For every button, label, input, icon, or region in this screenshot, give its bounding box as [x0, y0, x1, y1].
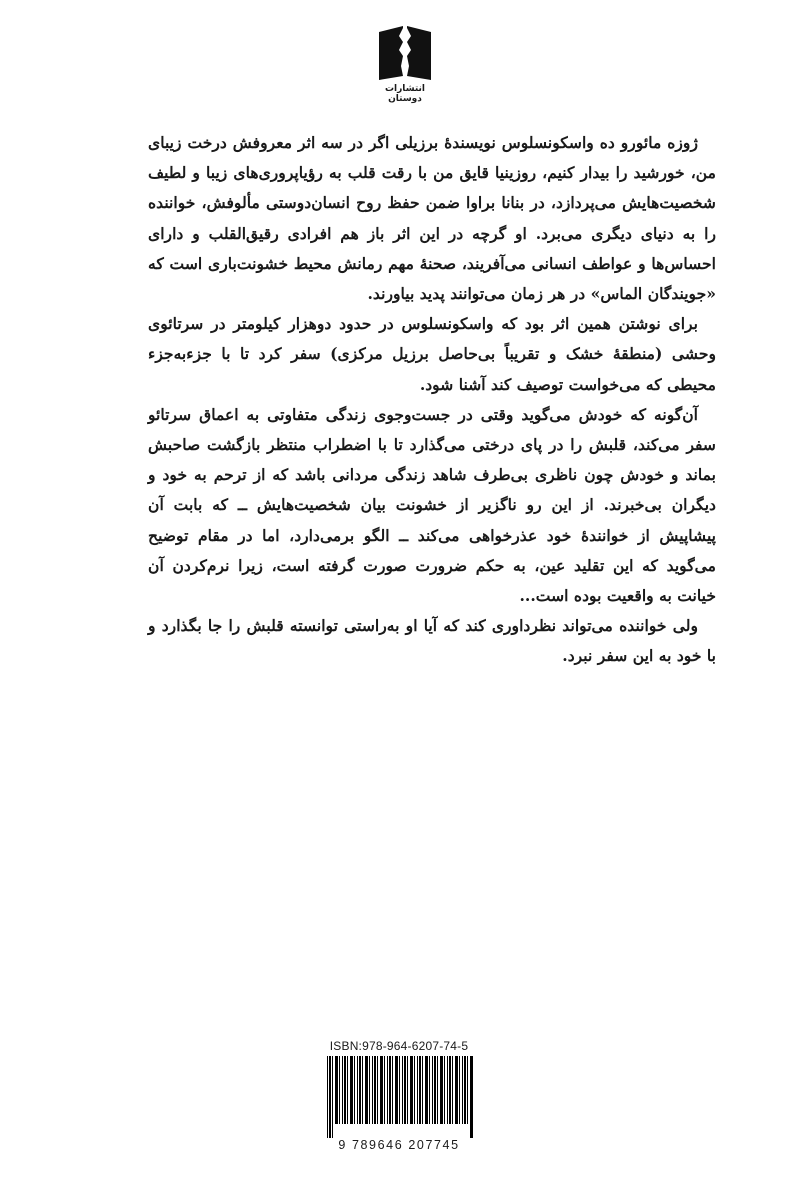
blurb-paragraph: آن‌گونه که خودش می‌گوید وقتی در جست‌وجوی زندگی متفاوتی به اعماق سرتائو سفر می‌کند، قلبش را در پای درختی می‌گذارد تا با اضطراب منتظر بازگشت صاحبش بماند و خودش چون ناظری بی‌طرف شاهد زندگی مردانی باشد که از ترحم به خود و دیگران بی‌خبرند. از این رو ناگزیر از خشونت بیان شخصیت‌هایش ــ که بابت آن پیشاپیش از خوانندهٔ خود عذرخواهی می‌کند ــ الگو برمی‌دارد، اما در مقام توضیح می‌گوید که این تقلید عین، به حکم ضرورت صورت گرفته است، زیرا نرم‌کردن آن خیانت به واقعیت بوده است...: [148, 404, 716, 606]
publisher-name: انتشارات دوستان: [385, 84, 425, 104]
blurb-paragraph: ژوزه مائورو ده واسکونسلوس نویسندهٔ برزیلی اگر در سه اثر معروفش درخت زیبای من، خورشید را بیدار کنیم، روزینیا قایق من با رقت قلب به رؤیاپروری‌های زیبا و لطیف شخصیت‌هایش می‌پردازد، در بنانا براوا ضمن حفظ روح انسان‌دوستی مألوفش، خواننده را به دنیای دیگری می‌برد. او گرچه در این اثر باز هم افرادی رقیق‌القلب و دارای احساس‌ها و عواطف انسانی می‌آفریند، صحنهٔ مهم رمانش محیط خشونت‌باری است که «جویندگان الماس» در هر زمان می‌توانند پدید بیاورند.: [148, 133, 716, 304]
blurb-paragraph: ولی خواننده می‌تواند نظرداوری کند که آیا او به‌راستی توانسته قلبش را جا بگذارد و با خود به این سفر نبرد.: [148, 616, 716, 666]
isbn-barcode: [323, 1039, 475, 1159]
back-cover-blurb: [148, 128, 716, 672]
isbn-label: ISBN:978-964-6207-74-5: [329, 1039, 469, 1053]
blurb-paragraph: برای نوشتن همین اثر بود که واسکونسلوس در حدود دوهزار کیلومتر در سرتائوی وحشی (منطقهٔ خشک و تقریباً بی‌حاصل برزیل مرکزی) سفر کرد تا با جزءبه‌جزء محیطی که می‌خواست توصیف کند آشنا شود.: [148, 314, 716, 394]
barcode-digit-band: [333, 1124, 469, 1138]
barcode-digits: 9 789646 207745: [338, 1138, 460, 1152]
book-head-logo-icon: [377, 22, 433, 80]
publisher-logo: [369, 22, 441, 104]
